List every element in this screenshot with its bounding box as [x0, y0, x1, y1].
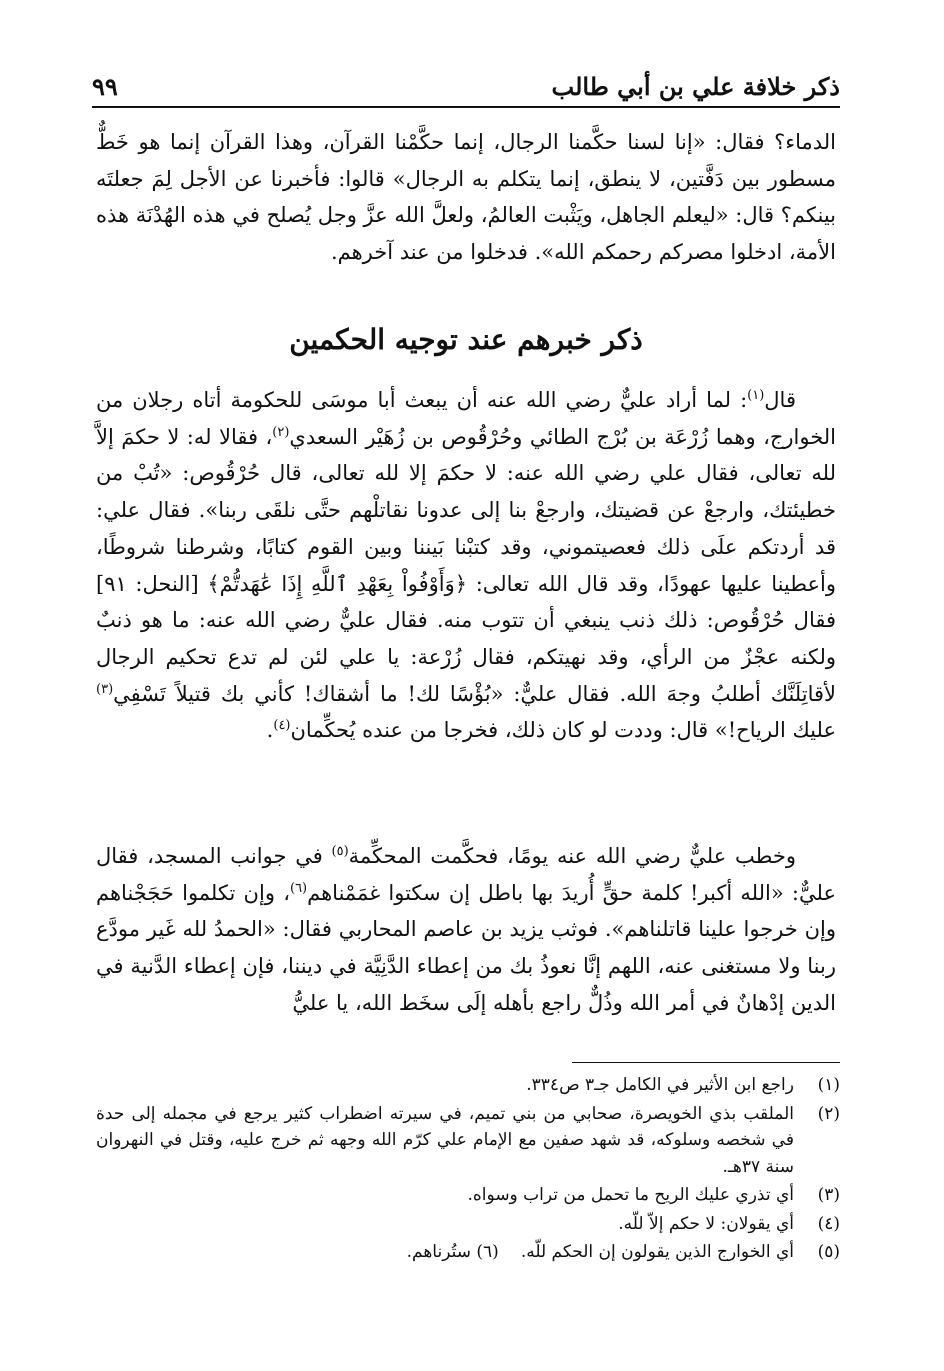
para2-part3: ، فقالا له: لا حكمَ إلاَّ لله تعالى، فقال علي رضي الله عنه: لا حكمَ إلا لله تعالى، قال حُرْقُوص: «تُبْ من خطيئتك، وارجعْ عن قضيتك، وارجعْ بنا إلى عدونا نقاتلْهم حتَّى نلقَى ربنا». فقال علي: قد أردتكم علَى ذلك فعصيتموني، وقد كتبْنا بَيننا وبين القوم كتابًا، وشرطنا شروطًا، وأعطينا عليها عهودًا، وقد قال الله تعالى: ﴿وَأَوْفُواْ بِعَهْدِ ٱللَّهِ إِذَا عَٰهَدتُّمْ﴾ [النحل: ٩١] فقال حُرْقُوص: ذلك ذنب ينبغي أن تتوب منه. فقال عليٌّ رضي الله عنه: ما هو ذنبٌ ولكنه عجْزٌ من الرأي، وقد نهيتكم، فقال زُرْعة: يا علي لئن لم تدع تحكيم الرجال لأقاتِلَنَّك أطلبُ وجهَ الله. فقال عليٌّ: «بُؤْسًا لك! ما أشقاك! كأني بك قتيلاً تَسْفِي — [96, 424, 836, 706]
footnote-number: (٢) — [817, 1103, 840, 1124]
footnote-ref-3[interactable]: (٣) — [96, 681, 114, 697]
footnote-number: (٣) — [817, 1185, 840, 1205]
footnote-item — [96, 1101, 840, 1181]
footnote-ref-6[interactable]: (٦) — [289, 880, 308, 896]
para3-part3: ، وإن تكلموا حَجَجْناهم وإن خرجوا علينا قاتلناهم». فوثب يزيد بن عاصم المحاربي فقال: «الحمدُ لله غَير مودَّع ربنا ولا مستغنى عنه، اللهم إنَّا نعوذُ بك من إعطاء الدَّنِيَّة في ديننا، فإن إعطاء الدَّنية في الدين إدْهانٌ في أمر الله وذُلٌّ راجع بأهله إلَى سخَط الله، يا عليُّ — [96, 880, 836, 1015]
page-number: ٩٩ — [92, 72, 118, 101]
footnote-item — [96, 1239, 840, 1266]
para3-part2: في جوانب المسجد، فقال عليٌّ: «الله أكبر! كلمة حقٍّ أُريدَ بها باطل إن سكتوا غمَمْناهم — [96, 844, 836, 905]
footnote-text: الملقب بذي الخويصرة، صحابي من بني تميم، في سيرته اضطراب كثير يرجع في مجمله إلى حدة في شخصه وسلوكه، قد شهد صفين مع الإمام علي كرّم الله وجهه ثم خرج عليه، وقتل في النهروان سنة ٣٧هـ. — [96, 1103, 794, 1177]
footnote-number-6: (٦) — [476, 1242, 499, 1262]
footnote-item — [96, 1211, 840, 1238]
para2-part5: . — [266, 718, 274, 743]
footnotes — [96, 1072, 840, 1268]
footnote-text — [407, 1239, 794, 1266]
running-title: ذكر خلافة علي بن أبي طالب — [551, 72, 840, 101]
footnote-ref-1[interactable]: (١) — [747, 388, 765, 403]
paragraph-intro: الدماء؟ فقال: «إنا لسنا حكَّمنا الرجال، إنما حكَّمْنا القرآن، وهذا القرآن إنما هو خَطٌّ مسطور بين دَفَّتين، لا ينطق، إنما يتكلم به الرجال» قالوا: فأخبرنا عن الأجل لِمَ جعلتَه بينكم؟ قال: «ليعلم الجاهل، ويَثْبت العالمُ، ولعلَّ الله عزَّ وجل يُصلح في هذه الهُدْنَة هذه الأمة، ادخلوا مصركم رحمكم الله». فدخلوا من عند آخرهم. — [96, 130, 836, 265]
section-heading: ذكر خبرهم عند توجيه الحكمين — [289, 323, 643, 356]
footnote-item — [96, 1072, 840, 1099]
footnote-text-6: ستُرناهم. — [406, 1242, 471, 1262]
para3-part1: وخطب عليٌّ رضي الله عنه يومًا، فحكَّمت المحكِّمة — [348, 844, 796, 868]
header-rule — [92, 106, 840, 108]
footnote-number: (١) — [817, 1075, 840, 1095]
page-header — [92, 70, 840, 106]
footnote-ref-5[interactable]: (٥) — [331, 844, 349, 859]
footnote-separator — [572, 1062, 840, 1063]
footnote-ref-2[interactable]: (٢) — [272, 424, 290, 440]
footnote-text: راجع ابن الأثير في الكامل جـ٣ ص٣٣٤. — [526, 1075, 794, 1095]
paragraph-hakamayn — [96, 382, 836, 749]
footnote-number: (٥) — [817, 1242, 840, 1262]
footnote-item — [96, 1182, 840, 1209]
footnote-text: أي يقولان: لا حكم إلاّ للّه. — [618, 1213, 794, 1234]
para2-part4: عليك الرياح!» قال: وددت لو كان ذلك، فخرجا من عنده يُحكِّمان — [290, 718, 836, 743]
paragraph-khutba — [96, 838, 836, 1022]
footnote-text-5: أي الخوارج الذين يقولون إن الحكم للّه. — [520, 1242, 794, 1262]
footnote-text: أي تذري عليك الريح ما تحمل من تراب وسواه. — [467, 1185, 794, 1205]
para2-part1: قال — [764, 388, 796, 412]
para2-part2: : لما أراد عليٌّ رضي الله عنه أن يبعث أبا موسَى للحكومة أتاه رجلان من الخوارج، وهما زُرْعَة بن بُرْج الطائي وحُرْقُوص بن زُهَيْر السعدي — [96, 388, 837, 449]
footnote-ref-4[interactable]: (٤) — [273, 718, 291, 734]
footnote-number: (٤) — [817, 1213, 840, 1234]
